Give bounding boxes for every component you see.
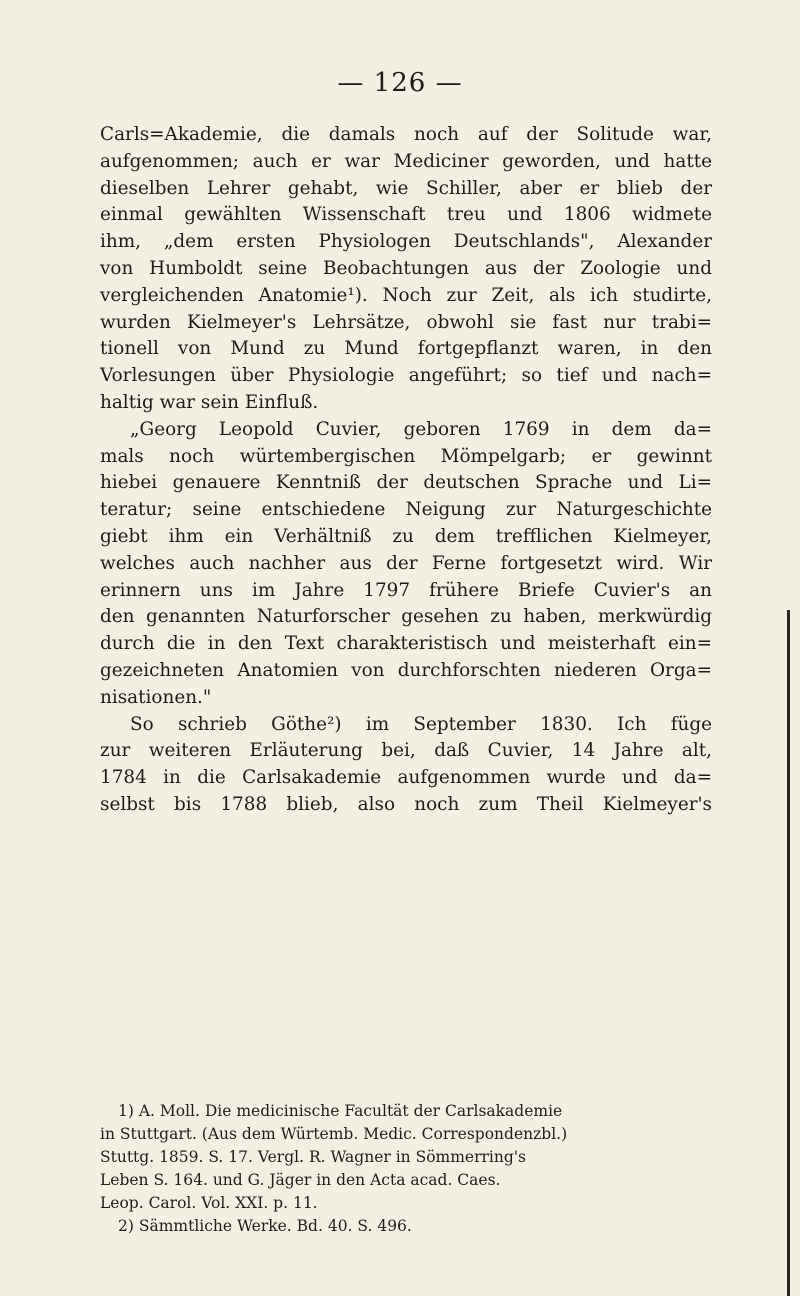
text-line: nisationen." xyxy=(100,686,212,708)
footnote-line: Stuttg. 1859. S. 17. Vergl. R. Wagner in Sömmerring's xyxy=(100,1148,526,1166)
text-line: aufgenommen; auch er war Mediciner geworden, und hatte xyxy=(100,150,712,172)
text-line: zur weiteren Erläuterung bei, daß Cuvier, 14 Jahre alt, xyxy=(100,740,712,762)
text-line: welches auch nachher aus der Ferne fortgesetzt wird. Wir xyxy=(100,552,712,574)
text-line: gezeichneten Anatomien von durchforschten niederen Orga= xyxy=(100,659,712,681)
footnote-line: in Stuttgart. (Aus dem Würtemb. Medic. Correspondenzbl.) xyxy=(100,1125,568,1143)
text-line: So schrieb Göthe²) im September 1830. Ich füge xyxy=(130,713,712,735)
page-edge-shadow xyxy=(787,610,790,1296)
main-text xyxy=(100,122,712,819)
footnote-line: Leop. Carol. Vol. XXI. p. 11. xyxy=(100,1194,318,1212)
footnote-line: Leben S. 164. und G. Jäger in den Acta acad. Caes. xyxy=(100,1171,501,1189)
text-line: giebt ihm ein Verhältniß zu dem trefflichen Kielmeyer, xyxy=(100,525,712,547)
text-line: erinnern uns im Jahre 1797 frühere Briefe Cuvier's an xyxy=(100,579,712,601)
text-line: wurden Kielmeyer's Lehrsätze, obwohl sie fast nur trabi= xyxy=(100,311,712,333)
footnotes xyxy=(100,1100,712,1238)
text-line: haltig war sein Einfluß. xyxy=(100,391,319,413)
text-line: von Humboldt seine Beobachtungen aus der Zoologie und xyxy=(100,257,712,279)
text-line: durch die in den Text charakteristisch und meisterhaft ein= xyxy=(100,633,712,655)
text-line: 1784 in die Carlsakademie aufgenommen wurde und da= xyxy=(100,767,712,789)
text-line: vergleichenden Anatomie¹). Noch zur Zeit, als ich studirte, xyxy=(100,284,712,306)
text-line: den genannten Naturforscher gesehen zu haben, merkwürdig xyxy=(100,606,712,628)
footnote-line: 2) Sämmtliche Werke. Bd. 40. S. 496. xyxy=(118,1217,412,1235)
text-line: Vorlesungen über Physiologie angeführt; so tief und nach= xyxy=(100,365,712,387)
text-line: ihm, „dem ersten Physiologen Deutschlands", Alexander xyxy=(100,231,712,253)
text-line: „Georg Leopold Cuvier, geboren 1769 in dem da= xyxy=(130,418,712,440)
text-line: tionell von Mund zu Mund fortgepflanzt waren, in den xyxy=(100,338,712,360)
text-line: selbst bis 1788 blieb, also noch zum Theil Kielmeyer's xyxy=(100,793,712,815)
text-line: mals noch würtembergischen Mömpelgarb; er gewinnt xyxy=(100,445,712,467)
footnote-line: 1) A. Moll. Die medicinische Facultät der Carlsakademie xyxy=(118,1102,563,1120)
text-line: Carls=Akademie, die damals noch auf der Solitude war, xyxy=(100,124,712,145)
page-number: — 126 — xyxy=(337,68,463,98)
text-line: dieselben Lehrer gehabt, wie Schiller, aber er blieb der xyxy=(100,177,712,199)
text-line: teratur; seine entschiedene Neigung zur Naturgeschichte xyxy=(100,499,712,521)
text-line: einmal gewählten Wissenschaft treu und 1806 widmete xyxy=(100,204,712,226)
text-line: hiebei genauere Kenntniß der deutschen Sprache und Li= xyxy=(100,472,712,494)
